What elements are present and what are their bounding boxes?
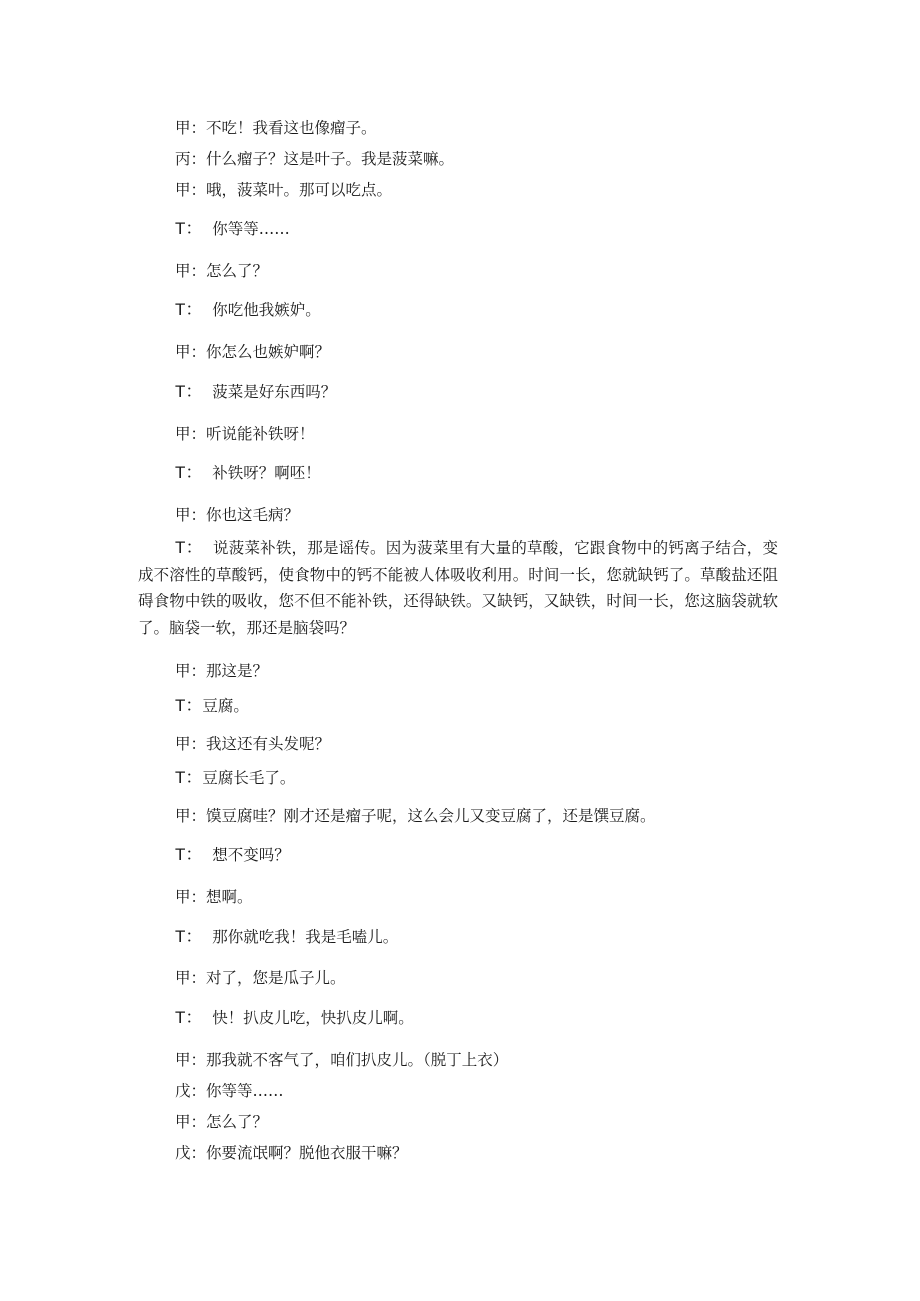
line-text: 不吃！我看这也像瘤子。 <box>206 119 377 137</box>
speaker-label: 戊： <box>175 1145 207 1162</box>
speaker-label: 甲： <box>175 344 207 361</box>
speaker-label: 丙： <box>175 151 207 168</box>
speaker-label: T： <box>175 845 203 864</box>
line-text: 你怎么也嫉妒啊？ <box>206 343 331 361</box>
line-text: 你等等…… <box>206 1082 284 1100</box>
speaker-label: T： <box>175 1008 203 1027</box>
dialogue-line <box>175 118 775 139</box>
dialogue-line <box>175 927 775 947</box>
line-text: 补铁呀？啊呸！ <box>202 464 321 482</box>
speaker-label: 甲： <box>175 263 207 280</box>
dialogue-line <box>175 342 775 363</box>
dialogue-line <box>175 261 775 282</box>
dialogue-line <box>175 968 775 989</box>
line-text: 豆腐长毛了。 <box>202 769 296 787</box>
speaker-label: 甲： <box>175 889 207 906</box>
speaker-label: 戊： <box>175 1083 207 1100</box>
line-text: 想啊。 <box>206 888 253 906</box>
line-text: 想不变吗？ <box>202 846 290 864</box>
speaker-label: T： <box>175 768 203 787</box>
speaker-label: T： <box>175 219 203 238</box>
dialogue-line <box>175 1050 775 1071</box>
line-text: 豆腐。 <box>202 697 249 715</box>
dialogue-line <box>175 768 775 788</box>
dialogue-line <box>175 734 775 755</box>
speaker-label: T： <box>175 538 203 557</box>
speaker-label: 甲： <box>175 182 207 199</box>
dialogue-line <box>175 382 775 402</box>
paragraph-text: 说菠菜补铁，那是谣传。因为菠菜里有大量的草酸，它跟食物中的钙离子结合，变成不溶性的草酸钙，使食物中的钙不能被人体吸收利用。时间一长，您就缺钙了。草酸盐还阻碍食物中铁的吸收，您不但不能补铁，还得缺铁。又缺钙，又缺铁，时间一长，您这脑袋就软了。脑袋一软，那还是脑袋吗？ <box>138 539 779 637</box>
line-text: 对了，您是瓜子儿。 <box>206 969 346 987</box>
dialogue-line <box>175 219 775 239</box>
dialogue-line <box>175 505 775 526</box>
dialogue-line <box>175 887 775 908</box>
speaker-label: 甲： <box>175 507 207 524</box>
line-text: 那这是？ <box>206 662 269 680</box>
speaker-label: T： <box>175 927 203 946</box>
dialogue-line <box>175 1081 775 1102</box>
dialogue-line <box>175 300 775 320</box>
line-text: 你也这毛病？ <box>206 506 300 524</box>
line-text: 菠菜是好东西吗？ <box>202 383 337 401</box>
speaker-label: T： <box>175 300 203 319</box>
line-text: 那我就不客气了，咱们扒皮儿。（脱丁上衣） <box>206 1051 509 1069</box>
speaker-label: 甲： <box>175 1052 207 1069</box>
dialogue-line <box>175 149 775 170</box>
speaker-label: 甲： <box>175 426 207 443</box>
line-text: 馍豆腐哇？刚才还是瘤子呢，这么会儿又变豆腐了，还是馔豆腐。 <box>206 807 656 825</box>
line-text: 什么瘤子？这是叶子。我是菠菜嘛。 <box>206 150 455 168</box>
speaker-label: T： <box>175 696 203 715</box>
line-text: 我这还有头发呢？ <box>206 735 331 753</box>
line-text: 怎么了？ <box>206 262 269 280</box>
line-text: 你要流氓啊？脱他衣服干嘛？ <box>206 1144 408 1162</box>
dialogue-line <box>175 661 775 682</box>
speaker-label: 甲： <box>175 663 207 680</box>
dialogue-line <box>175 1112 775 1133</box>
dialogue-line <box>175 424 775 445</box>
speaker-label: 甲： <box>175 808 207 825</box>
line-text: 你吃他我嫉妒。 <box>202 301 321 319</box>
dialogue-line <box>175 180 775 201</box>
dialogue-line <box>175 845 775 865</box>
dialogue-line <box>175 696 775 716</box>
line-text: 你等等…… <box>202 220 290 238</box>
dialogue-paragraph <box>138 535 778 641</box>
speaker-label: 甲： <box>175 120 207 137</box>
line-text: 快！扒皮儿吃，快扒皮儿啊。 <box>202 1009 414 1027</box>
speaker-label: 甲： <box>175 1114 207 1131</box>
speaker-label: T： <box>175 382 203 401</box>
speaker-label: 甲： <box>175 736 207 753</box>
line-text: 那你就吃我！我是毛嗑儿。 <box>202 928 399 946</box>
line-text: 哦，菠菜叶。那可以吃点。 <box>206 181 393 199</box>
dialogue-line <box>175 1008 775 1028</box>
line-text: 听说能补铁呀！ <box>206 425 315 443</box>
speaker-label: 甲： <box>175 970 207 987</box>
line-text: 怎么了？ <box>206 1113 269 1131</box>
dialogue-line <box>175 1143 775 1164</box>
dialogue-line <box>175 806 775 827</box>
dialogue-line <box>175 463 775 483</box>
speaker-label: T： <box>175 463 203 482</box>
